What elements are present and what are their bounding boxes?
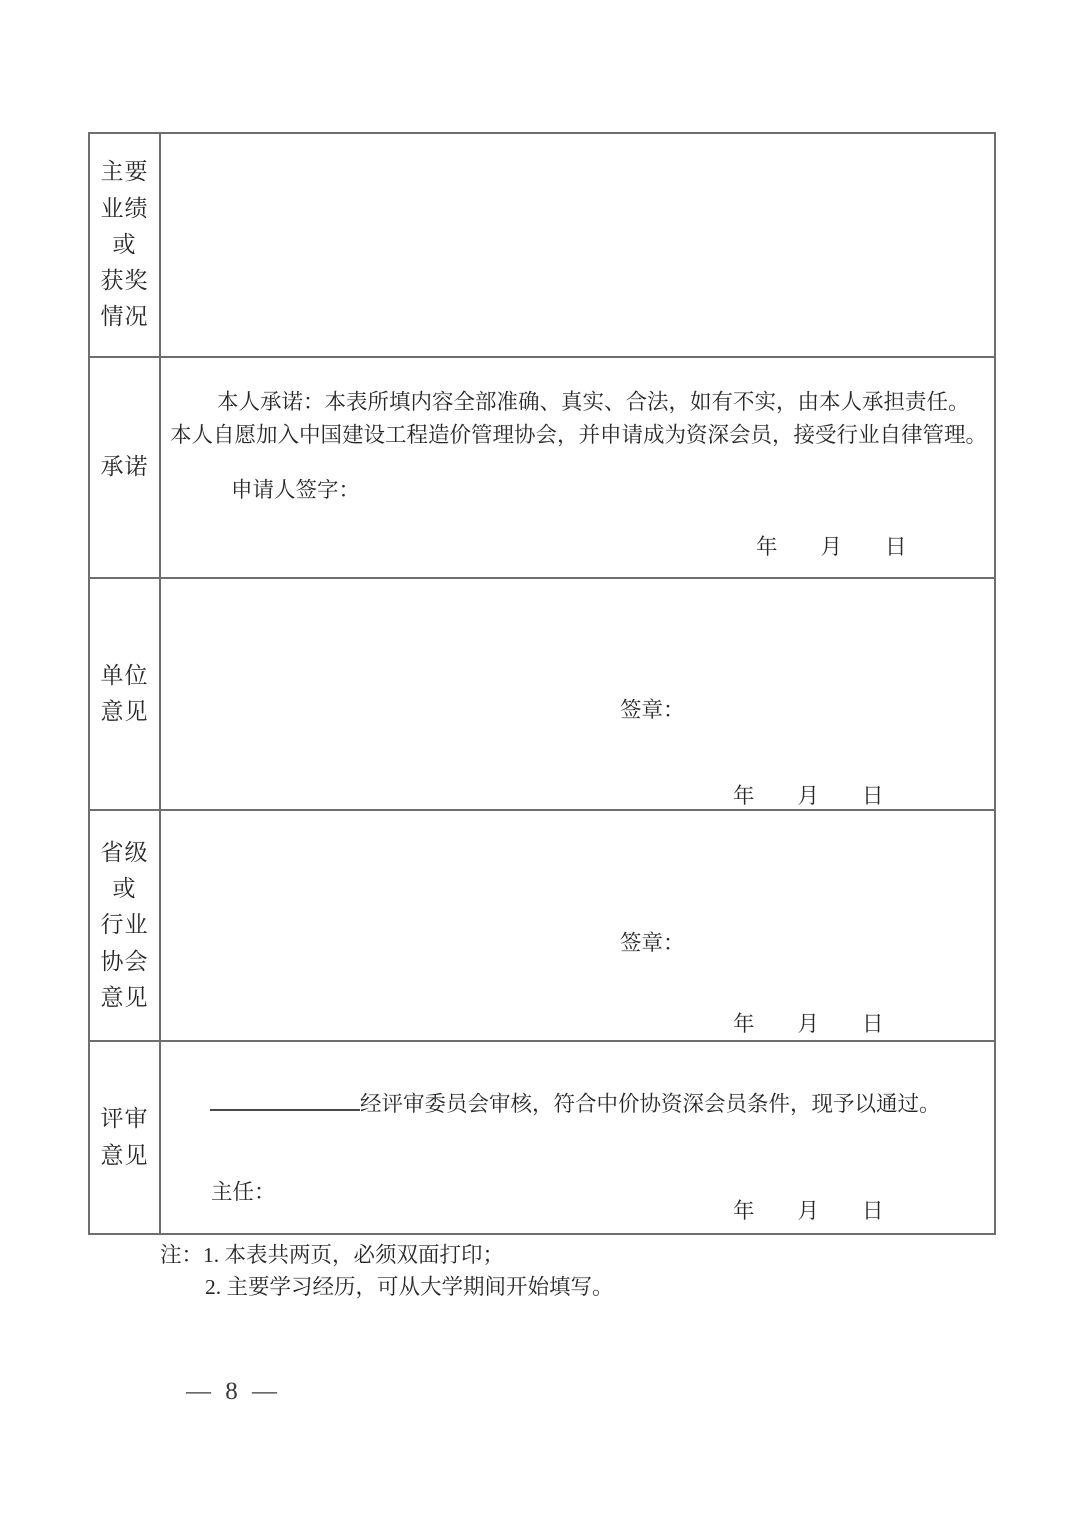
label-line: 评审 <box>100 1106 149 1132</box>
achievements-blank-area <box>161 134 994 356</box>
label-line: 情况 <box>100 304 149 330</box>
review-opinion-content <box>161 1042 994 1233</box>
label-line: 承诺 <box>100 454 149 480</box>
row-unit-opinion <box>90 579 994 811</box>
note-line-2: 2. 主要学习经历，可从大学期间开始填写。 <box>205 1275 614 1300</box>
note-item: 1. 本表共两页，必须双面打印； <box>203 1243 505 1267</box>
commitment-statement-line-2: 本人自愿加入中国建设工程造价管理协会，并申请成为资深会员，接受行业自律管理。 <box>170 422 988 447</box>
director-label: 主任： <box>211 1180 276 1204</box>
label-line: 协会 <box>100 948 149 974</box>
row-review-opinion <box>90 1042 994 1233</box>
row-commitment <box>90 358 994 579</box>
commitment-content <box>161 358 994 577</box>
row-label-review-opinion <box>90 1042 161 1233</box>
row-achievements <box>90 134 994 358</box>
date-line: 年 月 日 <box>733 1199 884 1223</box>
label-line: 或 <box>112 231 137 257</box>
row-label-text <box>101 154 149 336</box>
label-line: 意见 <box>100 1142 149 1168</box>
date-line: 年 月 日 <box>756 535 907 559</box>
label-line: 意见 <box>100 699 149 724</box>
commitment-statement <box>161 358 994 507</box>
seal-label: 签章： <box>620 698 685 722</box>
footnotes <box>160 1239 614 1304</box>
note-prefix: 注： <box>160 1243 204 1267</box>
blank-underline <box>210 1091 360 1111</box>
row-label-unit-opinion <box>90 579 161 809</box>
label-line: 或 <box>112 876 137 901</box>
review-conclusion-text: 经评审委员会审核，符合中价协资深会员条件，现予以通过。 <box>360 1092 941 1116</box>
review-conclusion-line <box>210 1087 941 1118</box>
applicant-signature-label: 申请人签字： <box>231 478 361 503</box>
label-line: 获奖 <box>100 268 149 294</box>
row-label-association-opinion <box>90 811 161 1040</box>
date-line: 年 月 日 <box>733 784 884 808</box>
note-line-1 <box>160 1239 614 1271</box>
row-label-text <box>101 835 149 1017</box>
label-line: 主要 <box>100 159 149 185</box>
row-label-commitment <box>90 358 161 577</box>
page-number: — 8 — <box>186 1378 281 1405</box>
association-opinion-content <box>161 811 994 1040</box>
label-line: 行业 <box>100 912 149 938</box>
label-line: 意见 <box>100 984 149 1010</box>
date-line: 年 月 日 <box>733 1012 884 1036</box>
row-label-text <box>101 658 149 731</box>
row-association-opinion <box>90 811 994 1042</box>
row-label-text <box>101 1101 149 1174</box>
row-label-achievements <box>90 134 161 356</box>
label-line: 单位 <box>100 662 149 688</box>
commitment-statement-line-1: 本人承诺：本表所填内容全部准确、真实、合法，如有不实，由本人承担责任。 <box>217 390 970 414</box>
label-line: 省级 <box>100 839 149 865</box>
membership-form-table <box>88 132 996 1235</box>
label-line: 业绩 <box>100 195 149 221</box>
unit-opinion-content <box>161 579 994 809</box>
seal-label: 签章： <box>620 931 685 955</box>
row-label-text <box>101 449 149 485</box>
